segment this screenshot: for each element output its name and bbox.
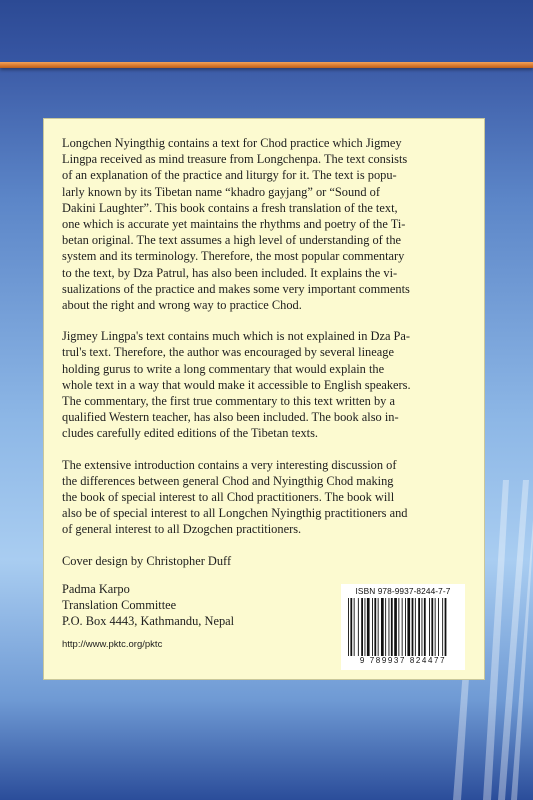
barcode-bar [435,598,436,656]
barcode-bar [405,598,406,656]
text-line: The extensive introduction contains a very interesting discussion of [62,457,397,472]
barcode-bar [372,598,373,656]
text-line: the differences between general Chod and Nyingthig Chod making [62,473,394,488]
barcode-bar [378,598,379,656]
barcode-digits: 9 789937 824477 [359,656,447,665]
text-line: also be of special interest to all Longchen Nyingthig practitioners and [62,506,408,521]
barcode-bar [407,598,410,656]
publisher-committee: Translation Committee [62,598,177,613]
publisher-url: http://www.pktc.org/pktc [62,638,163,650]
barcode-bar [418,598,420,656]
text-line: Jigmey Lingpa's text contains much which is not explained in Dza Pa- [62,329,411,344]
barcode-bar [381,598,384,656]
text-line: larly known by its Tibetan name “khadro gayjang” or “Sound of [62,184,380,199]
text-line: qualified Western teacher, has also been included. The book also in- [62,410,399,425]
barcode-bar [442,598,443,656]
text-line: holding gurus to write a long commentary that would explain the [62,361,385,376]
text-line: trul's text. Therefore, the author was encouraged by several lineage [62,345,394,360]
text-line: the book of special interest to all Chod practitioners. The book will [62,490,395,505]
barcode-bar [415,598,416,656]
barcode-graphic [348,598,458,656]
isbn-barcode-box [341,584,465,670]
barcode-bar [348,598,349,656]
barcode-bar [398,598,399,656]
text-line: to the text, by Dza Patrul, has also been included. It explains the vi- [62,265,398,280]
text-line: of an explanation of the practice and liturgy for it. The text is popu- [62,168,397,183]
barcode-bar [438,598,439,656]
text-line: cludes carefully edited editions of the Tibetan texts. [62,426,319,441]
orange-stripe [0,62,533,68]
text-line: whole text in a way that would make it accessible to English speakers. [62,377,411,392]
barcode-bar [429,598,430,656]
description-paragraph-1 [62,135,468,313]
text-line: Dakini Laughter”. This book contains a fresh translation of the text, [62,200,398,215]
barcode-bar [402,598,403,656]
barcode-bar [361,598,363,656]
top-band [0,0,533,62]
barcode-bar [389,598,390,656]
text-line: Longchen Nyingthig contains a text for Chod practice which Jigmey [62,136,402,150]
isbn-label: ISBN 978-9937-8244-7-7 [355,586,451,596]
barcode-bar [354,598,355,656]
text-line: Lingpa received as mind treasure from Longchenpa. The text consists [62,152,408,167]
text-line: The commentary, the first true commentary to this text written by a [62,394,395,409]
publisher-address: P.O. Box 4443, Kathmandu, Nepal [62,614,235,629]
barcode-bar [422,598,423,656]
barcode-bar [367,598,370,656]
barcode-bar [374,598,376,656]
text-line: about the right and wrong way to practice Chod. [62,298,302,313]
barcode-bar [365,598,366,656]
text-line: one which is accurate yet maintains the rhythms and poetry of the Ti- [62,217,406,232]
barcode-bar [385,598,386,656]
barcode-bar [445,598,447,656]
text-line: of general interest to all Dzogchen practitioners. [62,522,302,537]
text-line: sualizations of the practice and makes some very important comments [62,281,410,296]
cover-design-credit: Cover design by Christopher Duff [62,553,232,568]
barcode-bar [412,598,414,656]
text-line: system and its terminology. Therefore, the most popular commentary [62,249,405,264]
barcode-bar [394,598,397,656]
barcode-bar [350,598,352,656]
back-cover-text-panel [43,118,485,680]
text-line: betan original. The text assumes a high level of understanding of the [62,233,402,248]
barcode-bar [431,598,433,656]
barcode-bar [424,598,426,656]
publisher-name: Padma Karpo [62,581,130,596]
description-paragraph-2 [62,328,468,441]
description-paragraph-3 [62,457,468,538]
barcode-bar [391,598,393,656]
barcode-bar [358,598,359,656]
